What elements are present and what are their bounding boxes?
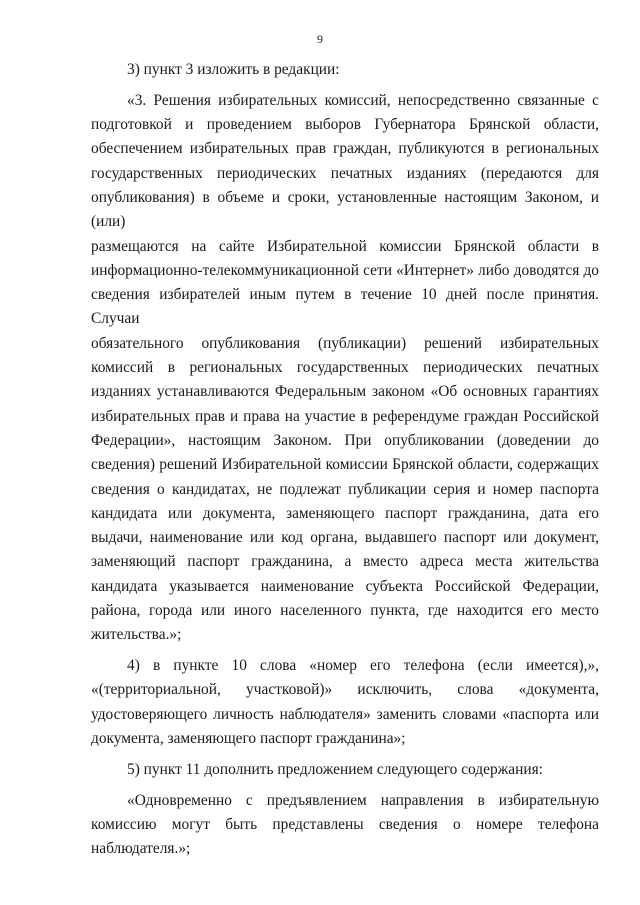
text-line: размещаются на сайте Избирательной комиссии Брянской области в [91, 237, 599, 255]
text-line: удостоверяющего личность наблюдателя» заменить словами «паспорта или [91, 705, 599, 723]
text-line: «Одновременно с предъявлением направления в избирательную [127, 791, 599, 809]
text-line: документа, заменяющего паспорт гражданина»; [91, 730, 406, 748]
text-line: «3. Решения избирательных комиссий, непосредственно связанные с [127, 91, 599, 109]
paragraph [91, 758, 599, 782]
text-line: комиссию могут быть представлены сведения о номере телефона [91, 815, 599, 833]
text-line: подготовкой и проведением выборов Губернатора Брянской области, [91, 116, 599, 134]
paragraph [91, 58, 599, 82]
text-line: жительства.»; [91, 626, 182, 644]
text-line: сведения о кандидатах, не подлежат публикации серия и номер паспорта [91, 480, 599, 498]
document-body [91, 58, 599, 868]
text-line: района, города или иного населенного пункта, где находится его место [91, 602, 599, 620]
paragraph [91, 789, 599, 862]
text-line: заменяющий паспорт гражданина, а вместо адреса места жительства [91, 553, 599, 571]
text-line: сведения) решений Избирательной комиссии Брянской области, содержащих [91, 456, 599, 474]
page-number: 9 [317, 32, 323, 46]
text-line: комиссий в региональных государственных периодических печатных [91, 359, 599, 377]
text-line: обязательного опубликования (публикации) решений избирательных [91, 334, 599, 352]
text-line: избирательных прав и права на участие в референдуме граждан Российской [91, 407, 599, 425]
text-line: Федерации», настоящим Законом. При опубликовании (доведении до [91, 431, 599, 449]
text-line: опубликования) в объеме и сроки, установленные настоящим Законом, и (или) [91, 188, 599, 231]
text-line: «(территориальной, участковой)» исключить, слова «документа, [91, 681, 599, 699]
text-line: информационно-телекоммуникационной сети «Интернет» либо доводятся до [91, 261, 599, 279]
text-line: кандидата или документа, заменяющего паспорт гражданина, дата его [91, 504, 599, 522]
text-line: кандидата указывается наименование субъекта Российской Федерации, [91, 577, 599, 595]
text-line: изданиях устанавливаются Федеральным законом «Об основных гарантиях [91, 383, 599, 401]
text-line: 4) в пункте 10 слова «номер его телефона (если имеется),», [127, 657, 599, 675]
paragraph [91, 654, 599, 751]
paragraph [91, 89, 599, 648]
text-line: сведения избирателей иным путем в течение 10 дней после принятия. Случаи [91, 286, 599, 328]
text-line: государственных периодических печатных изданиях (передаются для [91, 164, 599, 182]
text-line: 5) пункт 11 дополнить предложением следующего содержания: [127, 760, 543, 778]
text-line: выдачи, наименование или код органа, выдавшего паспорт или документ, [91, 529, 599, 547]
text-line: обеспечением избирательных прав граждан, публикуются в региональных [91, 140, 599, 158]
text-line: 3) пункт 3 изложить в редакции: [127, 61, 340, 78]
text-line: наблюдателя.»; [91, 840, 191, 858]
